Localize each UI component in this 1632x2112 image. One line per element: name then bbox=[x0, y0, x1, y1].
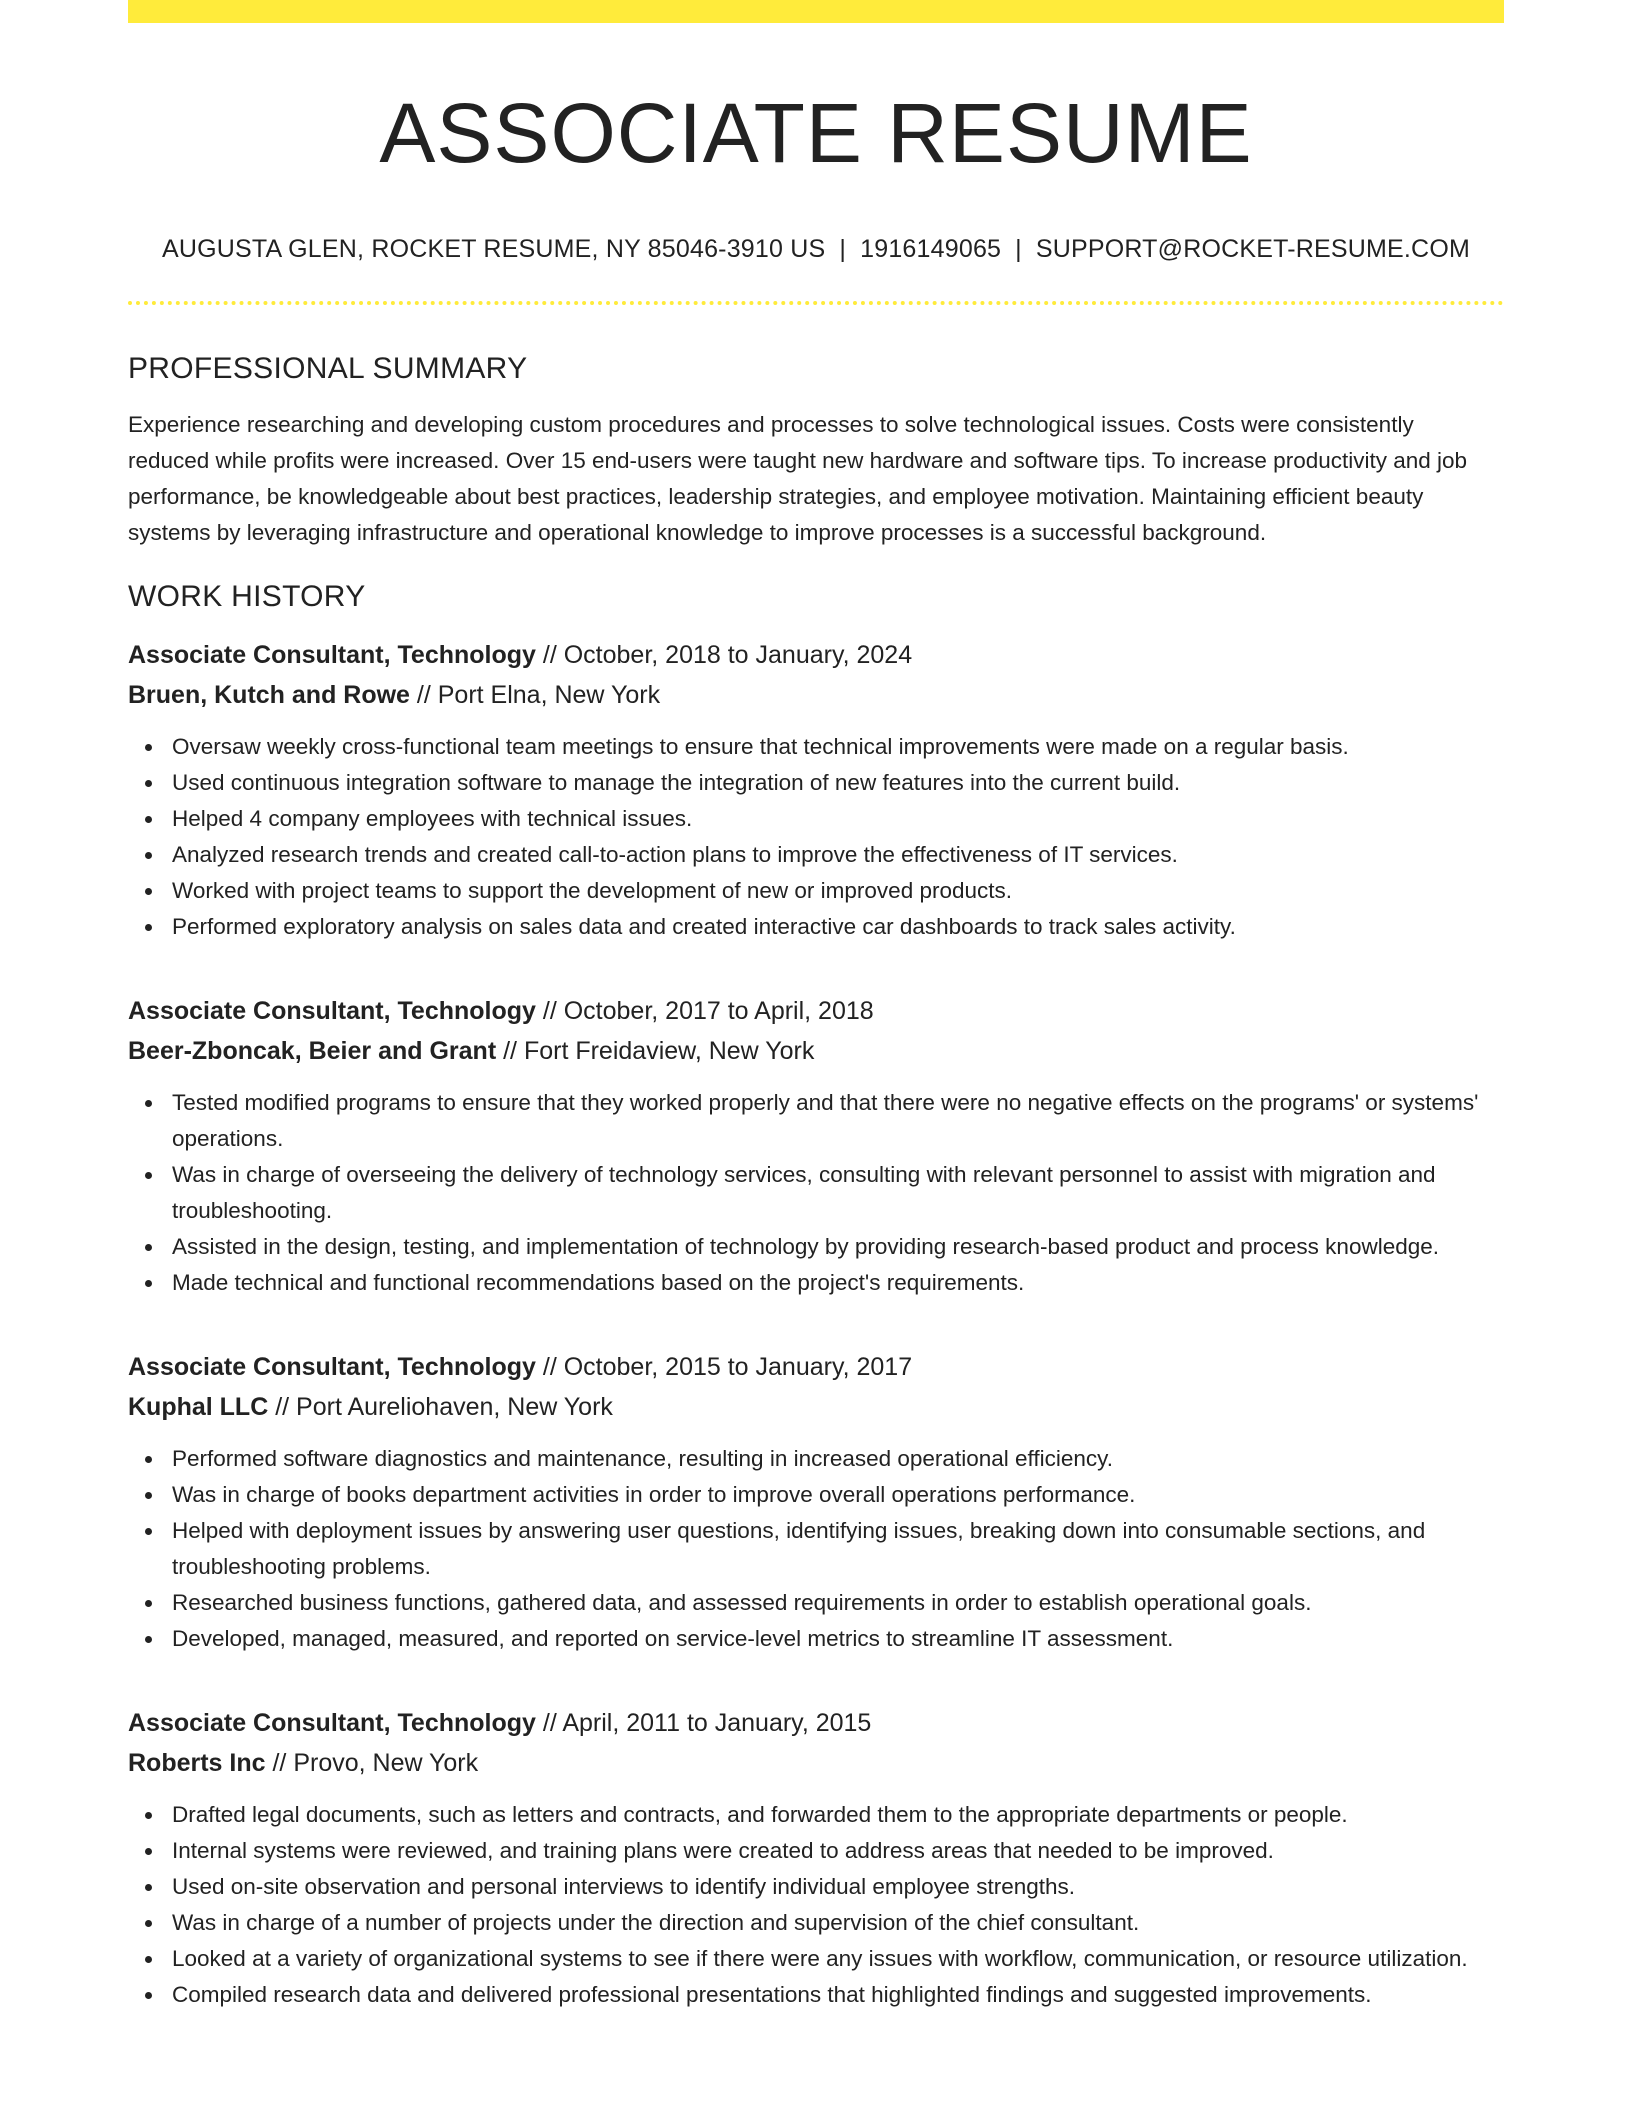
contact-separator: | bbox=[1015, 235, 1022, 263]
job-company-line bbox=[128, 1743, 1504, 1783]
bullet-item: Performed exploratory analysis on sales data and created interactive car dashboards to track sales activity. bbox=[172, 909, 1504, 945]
bullet-item: Helped 4 company employees with technical issues. bbox=[172, 801, 1504, 837]
contact-email: SUPPORT@ROCKET-RESUME.COM bbox=[1035, 235, 1470, 263]
bullet-item: Oversaw weekly cross-functional team meetings to ensure that technical improvements were made on a regular basis. bbox=[172, 729, 1504, 765]
job-title-line bbox=[128, 1703, 1504, 1743]
job-location: // Port Aureliohaven, New York bbox=[268, 1393, 613, 1421]
job-title: Associate Consultant, Technology bbox=[128, 641, 536, 669]
bullet-item: Used on-site observation and personal interviews to identify individual employee strengths. bbox=[172, 1869, 1504, 1905]
job-company: Kuphal LLC bbox=[128, 1393, 269, 1421]
job-bullets bbox=[128, 1085, 1504, 1301]
job-dates: // October, 2018 to January, 2024 bbox=[535, 641, 913, 669]
job-dates: // April, 2011 to January, 2015 bbox=[535, 1709, 872, 1737]
job-company-line bbox=[128, 675, 1504, 715]
bullet-item: Was in charge of books department activities in order to improve overall operations performance. bbox=[172, 1477, 1504, 1513]
bullet-item: Developed, managed, measured, and reported on service-level metrics to streamline IT assessment. bbox=[172, 1621, 1504, 1657]
bullet-item: Tested modified programs to ensure that they worked properly and that there were no negative effects on the programs' or systems' operations. bbox=[172, 1085, 1504, 1157]
job-company: Roberts Inc bbox=[128, 1749, 266, 1777]
bullet-item: Helped with deployment issues by answering user questions, identifying issues, breaking down into consumable sections, and troubleshooting problems. bbox=[172, 1513, 1504, 1585]
job-company-line bbox=[128, 1031, 1504, 1071]
work-history-list bbox=[128, 635, 1504, 2013]
dotted-divider bbox=[128, 301, 1504, 305]
job-entry bbox=[128, 1703, 1504, 2013]
job-title-line bbox=[128, 635, 1504, 675]
job-dates: // October, 2015 to January, 2017 bbox=[535, 1353, 913, 1381]
bullet-item: Assisted in the design, testing, and implementation of technology by providing research-based product and process knowledge. bbox=[172, 1229, 1504, 1265]
job-title: Associate Consultant, Technology bbox=[128, 1353, 536, 1381]
bullet-item: Made technical and functional recommendations based on the project's requirements. bbox=[172, 1265, 1504, 1301]
job-bullets bbox=[128, 1441, 1504, 1657]
job-bullets bbox=[128, 729, 1504, 945]
contact-line bbox=[128, 233, 1504, 265]
resume-page bbox=[128, 0, 1504, 2013]
contact-phone: 1916149065 bbox=[860, 235, 1002, 263]
job-entry bbox=[128, 635, 1504, 945]
job-entry bbox=[128, 991, 1504, 1301]
contact-address: AUGUSTA GLEN, ROCKET RESUME, NY 85046-3910 US bbox=[161, 235, 826, 263]
bullet-item: Looked at a variety of organizational systems to see if there were any issues with workflow, communication, or resource utilization. bbox=[172, 1941, 1504, 1977]
contact-separator: | bbox=[839, 235, 847, 263]
summary-text: Experience researching and developing custom procedures and processes to solve technological issues. Costs were consistently reduced while profits were increased. Over 15 end-users were taught new hardware and software tips. To increase productivity and job performance, be knowledgeable about best practices, leadership strategies, and employee motivation. Maintaining efficient beauty systems by leveraging infrastructure and operational knowledge to improve processes is a successful background. bbox=[128, 412, 1468, 545]
job-dates: // October, 2017 to April, 2018 bbox=[535, 997, 874, 1025]
bullet-item: Compiled research data and delivered professional presentations that highlighted findings and suggested improvements. bbox=[172, 1977, 1504, 2013]
job-company: Bruen, Kutch and Rowe bbox=[128, 681, 410, 709]
bullet-item: Was in charge of a number of projects under the direction and supervision of the chief consultant. bbox=[172, 1905, 1504, 1941]
summary-heading: PROFESSIONAL SUMMARY bbox=[128, 352, 528, 385]
bullet-item: Analyzed research trends and created call-to-action plans to improve the effectiveness of IT services. bbox=[172, 837, 1504, 873]
bullet-item: Was in charge of overseeing the delivery of technology services, consulting with relevant personnel to assist with migration and troubleshooting. bbox=[172, 1157, 1504, 1229]
job-title: Associate Consultant, Technology bbox=[128, 1709, 536, 1737]
job-location: // Fort Freidaview, New York bbox=[496, 1037, 815, 1065]
bullet-item: Performed software diagnostics and maintenance, resulting in increased operational efficiency. bbox=[172, 1441, 1504, 1477]
bullet-item: Worked with project teams to support the development of new or improved products. bbox=[172, 873, 1504, 909]
job-title: Associate Consultant, Technology bbox=[128, 997, 536, 1025]
job-entry bbox=[128, 1347, 1504, 1657]
job-company-line bbox=[128, 1387, 1504, 1427]
job-bullets bbox=[128, 1797, 1504, 2013]
job-location: // Provo, New York bbox=[265, 1749, 479, 1777]
work-history-heading: WORK HISTORY bbox=[128, 580, 366, 613]
job-company: Beer-Zboncak, Beier and Grant bbox=[128, 1037, 497, 1065]
bullet-item: Researched business functions, gathered data, and assessed requirements in order to establish operational goals. bbox=[172, 1585, 1504, 1621]
resume-title: ASSOCIATE RESUME bbox=[379, 86, 1253, 180]
bullet-item: Used continuous integration software to manage the integration of new features into the current build. bbox=[172, 765, 1504, 801]
bullet-item: Internal systems were reviewed, and training plans were created to address areas that needed to be improved. bbox=[172, 1833, 1504, 1869]
job-location: // Port Elna, New York bbox=[409, 681, 661, 709]
top-accent-bar bbox=[128, 0, 1504, 23]
job-title-line bbox=[128, 991, 1504, 1031]
bullet-item: Drafted legal documents, such as letters and contracts, and forwarded them to the appropriate departments or people. bbox=[172, 1797, 1504, 1833]
job-title-line bbox=[128, 1347, 1504, 1387]
